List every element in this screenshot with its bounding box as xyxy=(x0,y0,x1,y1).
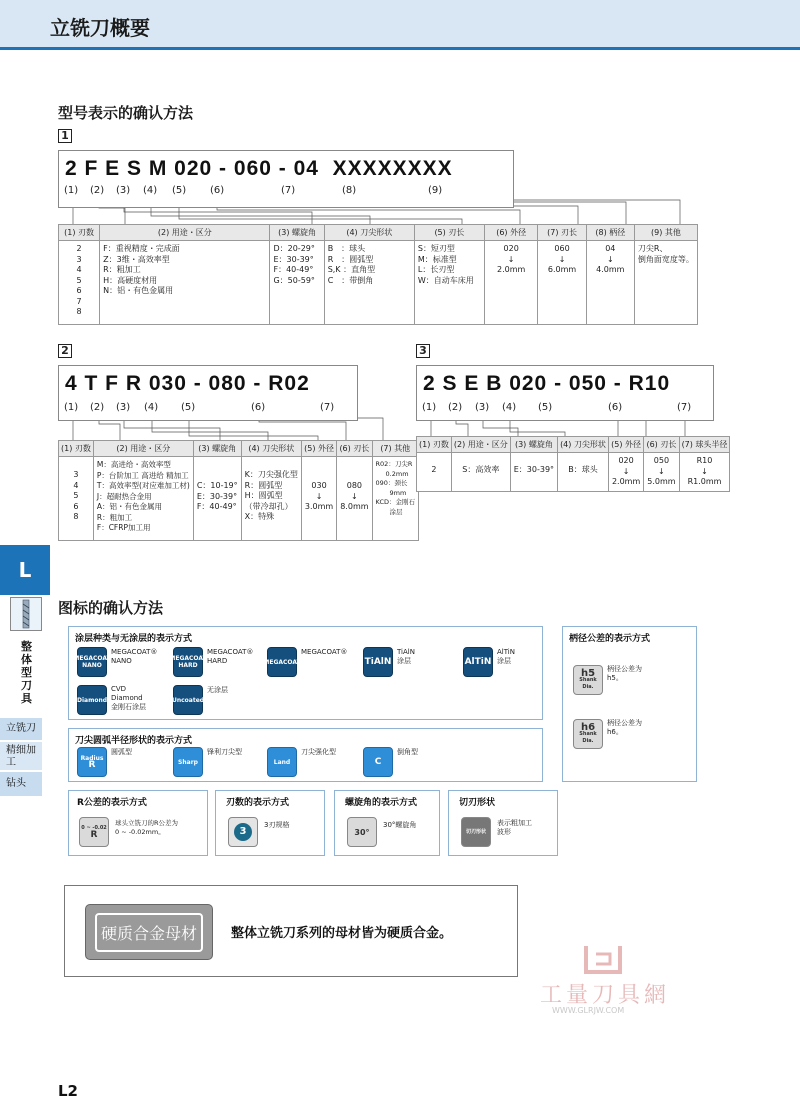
cell-line: 8 xyxy=(76,307,82,316)
three-flute-icon xyxy=(228,817,258,847)
cell-line: K：刀尖强化型 xyxy=(244,470,298,479)
cell-line: 090：颈长 xyxy=(375,479,408,487)
cell-line: 刀尖R、 xyxy=(637,244,668,253)
cell-line: 060 xyxy=(554,244,570,253)
page-title: 立铣刀概要 xyxy=(50,16,150,40)
coating-label-line: HARD xyxy=(207,657,228,665)
table-row xyxy=(59,241,698,325)
cell-line: G：50-59° xyxy=(273,275,315,285)
carbide-icon xyxy=(85,904,213,960)
cell-line: J：超耐热合金用 xyxy=(96,491,152,501)
segment-label: (5) xyxy=(181,402,196,413)
carbide-badge-text: 硬质合金母材 xyxy=(95,913,203,952)
watermark-logo-icon xyxy=(582,942,624,976)
h5-icon xyxy=(573,665,603,695)
cell-line: R10 xyxy=(696,456,713,465)
table-cell xyxy=(644,453,679,492)
shank-label xyxy=(607,665,642,683)
section-title-icons: 图标的确认方法 xyxy=(58,599,164,617)
shank-label-line: h6。 xyxy=(607,728,623,736)
cell-line: B ：球头 xyxy=(327,244,366,253)
cell-line: S：高效率 xyxy=(462,465,500,474)
megacoat-nano-icon: MEGACOAT NANO xyxy=(77,647,107,677)
example-number-2: 2 xyxy=(58,344,72,358)
cell-line: 080 xyxy=(346,481,363,490)
table-header: (6) 刃长 xyxy=(337,441,372,457)
sidebar-vertical-label: 整体型刀具 xyxy=(21,640,32,705)
corner-label: 刀尖强化型 xyxy=(301,748,336,756)
segment-label: (7) xyxy=(677,402,692,413)
wavy-edge-icon: 切刃形状 xyxy=(461,817,491,847)
segment-labels-1 xyxy=(64,185,524,197)
segment-label: (3) xyxy=(116,402,131,413)
table-header: (6) 刃长 xyxy=(644,437,679,453)
coating-label-line: 金刚石涂层 xyxy=(111,703,146,711)
arrow-down-icon: ↓ xyxy=(606,254,614,264)
flutes-panel-title: 刃数的表示方式 xyxy=(226,798,290,808)
cell-line: 3 xyxy=(76,254,82,264)
cell-line: R02：刀尖R xyxy=(375,460,413,468)
badge-subtext: Shank Dia. xyxy=(579,730,597,744)
r-tolerance-label-line: 球头立铣刀的R公差为 xyxy=(115,819,179,827)
coating-label-line: TiAlN xyxy=(397,648,415,656)
cell-line: H：圆弧型 xyxy=(244,491,283,500)
cell-line: 3.0mm xyxy=(304,502,334,511)
table-cell xyxy=(538,241,586,325)
cutting-edge-label xyxy=(497,819,532,837)
h6-icon xyxy=(573,719,603,749)
cell-line: 020 xyxy=(618,456,634,465)
badge-mark: R xyxy=(90,830,98,840)
cutting-edge-label-line: 波形 xyxy=(497,828,511,836)
segment-label: (5) xyxy=(172,185,187,196)
table-cell xyxy=(451,453,510,492)
sidebar-tab-l[interactable]: L xyxy=(0,545,50,595)
coating-label-line: 涂层 xyxy=(497,657,511,665)
cell-line: 6 xyxy=(76,286,82,295)
cell-line: Z：3维・高效率型 xyxy=(103,254,170,264)
radius-icon xyxy=(77,747,107,777)
coating-label-line: MEGACOAT® xyxy=(111,648,158,656)
table-cell xyxy=(608,453,643,492)
table-cell xyxy=(558,453,609,492)
sharp-icon: Sharp xyxy=(173,747,203,777)
model-code-1: 2 F E S M 020 - 060 - 04 XXXXXXXX xyxy=(65,157,453,180)
table-cell xyxy=(301,457,336,541)
watermark-url: WWW.GLRJW.COM xyxy=(552,1006,625,1015)
shank-panel xyxy=(562,626,697,782)
arrow-down-icon: ↓ xyxy=(658,466,665,476)
cell-line: S：短刃型 xyxy=(417,244,455,253)
cell-line: R ：圆弧型 xyxy=(327,254,374,264)
table-header-row xyxy=(59,225,698,241)
spec-table-3 xyxy=(416,436,730,492)
cell-line: 7 xyxy=(76,296,82,306)
cell-line: 050 xyxy=(653,456,670,465)
arrow-down-icon: ↓ xyxy=(558,254,566,264)
cell-line: C：10-19° xyxy=(196,481,238,490)
cell-line: R：粗加工 xyxy=(96,512,133,522)
cell-line: （带冷却孔） xyxy=(244,501,293,511)
flutes-label: 3刃规格 xyxy=(264,821,290,829)
end-mill-icon xyxy=(10,597,42,631)
table-cell xyxy=(337,457,372,541)
cell-line: 2.0mm xyxy=(611,477,641,486)
helix-panel-title: 螺旋角的表示方式 xyxy=(345,798,418,808)
cell-line: B：球头 xyxy=(568,465,598,474)
carbide-note: 整体立铣刀系列的母材皆为硬质合金。 xyxy=(231,926,453,941)
table-cell xyxy=(484,241,538,325)
cell-line: 0.2mm xyxy=(385,469,409,478)
cell-line: 倒角面宽度等。 xyxy=(637,254,694,264)
r-tolerance-label xyxy=(115,819,178,837)
cell-line: F：40-49° xyxy=(196,502,237,511)
table-header: (4) 刀尖形状 xyxy=(558,437,609,453)
page-number: L2 xyxy=(58,1082,78,1100)
segment-label: (7) xyxy=(281,185,296,196)
table-cell xyxy=(586,241,634,325)
table-header: (5) 外径 xyxy=(608,437,643,453)
sidebar-item-end-mill[interactable]: 立铣刀 xyxy=(0,718,42,740)
corner-label: 锋利刀尖型 xyxy=(207,748,242,756)
cell-line: 8 xyxy=(73,512,79,521)
coating-label xyxy=(207,648,253,666)
cell-line: 6.0mm xyxy=(547,265,577,274)
table-cell xyxy=(59,457,94,541)
spec-table-2 xyxy=(58,440,419,541)
cell-line: 8.0mm xyxy=(340,502,369,511)
cell-line: 2.0mm xyxy=(497,265,526,274)
coating-label-line: Diamond xyxy=(111,694,143,702)
table-header: (2) 用途・区分 xyxy=(100,225,270,241)
cutting-edge-label-line: 表示粗加工 xyxy=(497,819,532,827)
cell-line: 9mm xyxy=(389,488,407,497)
coating-label-line: NANO xyxy=(111,657,132,665)
table-cell xyxy=(100,241,270,325)
example-number-1: 1 xyxy=(58,129,72,143)
table-header-row xyxy=(59,441,419,457)
coating-label-line: AlTiN xyxy=(497,648,515,656)
cell-line: 020 xyxy=(503,244,519,253)
section-title-model: 型号表示的确认方法 xyxy=(58,104,194,122)
badge-text: 3 xyxy=(234,823,252,841)
coating-label-line: MEGACOAT® xyxy=(301,648,348,656)
sidebar-item-fine-machining[interactable]: 精细加工 xyxy=(0,742,42,770)
table-cell xyxy=(679,453,730,492)
corner-panel xyxy=(68,728,543,782)
table-cell xyxy=(59,241,100,325)
table-header: (9) 其他 xyxy=(634,225,697,241)
diamond-icon: Diamond xyxy=(77,685,107,715)
segment-label: (4) xyxy=(502,402,517,413)
cell-line: 2 xyxy=(431,465,437,474)
cell-line: 5.0mm xyxy=(647,477,676,486)
cell-line: 2 xyxy=(76,244,82,253)
shank-label-line: h5。 xyxy=(607,674,623,682)
table-header: (5) 外径 xyxy=(301,441,336,457)
shank-label xyxy=(607,719,642,737)
megacoat-hard-icon: MEGACOAT HARD xyxy=(173,647,203,677)
table-header: (7) 其他 xyxy=(372,441,418,457)
cell-line: 6 xyxy=(73,501,79,511)
table-header: (1) 刃数 xyxy=(59,225,100,241)
coating-label: 无涂层 xyxy=(207,686,228,694)
watermark-text: 工量刀具網 xyxy=(540,983,671,1008)
model-code-box-1 xyxy=(58,150,514,208)
cell-line: M：高进给・高效率型 xyxy=(96,460,171,469)
table-cell xyxy=(241,457,301,541)
cell-line: 4.0mm xyxy=(596,265,625,274)
corner-label: 圆弧型 xyxy=(111,748,132,756)
table-cell xyxy=(324,241,414,325)
table-cell xyxy=(93,457,193,541)
land-icon: Land xyxy=(267,747,297,777)
segment-label: (4) xyxy=(144,402,159,413)
cell-line: X：特殊 xyxy=(244,512,275,521)
cell-line: 5 xyxy=(73,491,79,500)
r-tolerance-panel xyxy=(68,790,208,856)
cell-line: 030 xyxy=(311,481,327,490)
segment-labels-3 xyxy=(422,402,722,414)
coating-label xyxy=(301,648,347,657)
segment-label: (3) xyxy=(475,402,490,413)
table-header: (3) 螺旋角 xyxy=(510,437,557,453)
badge-text: h5 xyxy=(580,667,596,679)
megacoat-icon: MEGACOAT xyxy=(267,647,297,677)
table-header: (4) 刀尖形状 xyxy=(241,441,301,457)
badge-text: Radius xyxy=(80,755,104,762)
segment-label: (2) xyxy=(90,185,105,196)
sidebar-item-drill[interactable]: 钻头 xyxy=(0,772,42,796)
table-header: (7) 球头半径 xyxy=(679,437,730,453)
table-header: (2) 用途・区分 xyxy=(93,441,193,457)
r-tolerance-panel-title: R公差的表示方式 xyxy=(77,798,147,808)
cell-line: P：台阶加工 高进给 精加工 xyxy=(96,470,189,480)
table-cell xyxy=(414,241,484,325)
segment-label: (1) xyxy=(64,402,79,413)
table-row xyxy=(417,453,730,492)
table-cell xyxy=(510,453,557,492)
coating-panel xyxy=(68,626,543,720)
model-code-2: 4 T F R 030 - 080 - R02 xyxy=(65,372,310,395)
coating-label-line: MEGACOAT® xyxy=(207,648,254,656)
table-header: (3) 螺旋角 xyxy=(270,225,324,241)
cell-line: 4 xyxy=(76,265,82,274)
carbide-note-box xyxy=(64,885,518,977)
cell-line: R：圆弧型 xyxy=(244,480,283,490)
cell-line: KCD：金刚石 xyxy=(375,498,415,506)
cell-line: H：高硬度材用 xyxy=(103,275,158,285)
segment-label: (1) xyxy=(64,185,79,196)
table-header: (4) 刀尖形状 xyxy=(324,225,414,241)
shank-label-line: 柄径公差为 xyxy=(607,665,642,673)
helix-angle-icon: 30° xyxy=(347,817,377,847)
shank-label-line: 柄径公差为 xyxy=(607,719,642,727)
cell-line: E：30-39° xyxy=(273,254,314,264)
table-cell xyxy=(193,457,241,541)
flutes-panel xyxy=(215,790,325,856)
coating-label xyxy=(111,648,157,666)
segment-labels-2 xyxy=(64,402,364,414)
arrow-down-icon: ↓ xyxy=(622,466,630,476)
cell-line: C ：带倒角 xyxy=(327,275,374,285)
altin-icon: AlTiN xyxy=(463,647,493,677)
cell-line: E：30-39° xyxy=(196,491,238,501)
segment-label: (8) xyxy=(342,185,357,196)
cutting-edge-panel-title: 切刃形状 xyxy=(459,798,496,808)
cell-line: L：长刃型 xyxy=(417,265,455,274)
cell-line: F：重视精度・完成面 xyxy=(103,244,180,253)
r-tolerance-label-line: 0 ~ -0.02mm。 xyxy=(115,828,165,836)
segment-label: (2) xyxy=(90,402,105,413)
segment-label: (3) xyxy=(116,185,131,196)
table-header: (5) 刃长 xyxy=(414,225,484,241)
segment-label: (6) xyxy=(210,185,225,196)
table-header: (7) 刃长 xyxy=(538,225,586,241)
table-cell xyxy=(372,457,418,541)
arrow-down-icon: ↓ xyxy=(507,254,515,264)
arrow-down-icon: ↓ xyxy=(701,466,708,476)
tialn-icon: TiAlN xyxy=(363,647,393,677)
segment-label: (6) xyxy=(251,402,266,413)
coating-label xyxy=(497,648,515,666)
coating-label-line: CVD xyxy=(111,685,127,693)
badge-text: 0 ~ -0.02 xyxy=(81,825,107,831)
cell-line: 04 xyxy=(605,244,616,253)
example-number-3: 3 xyxy=(416,344,430,358)
segment-label: (9) xyxy=(428,185,443,196)
table-header: (8) 柄径 xyxy=(586,225,634,241)
coating-label xyxy=(397,648,415,666)
segment-label: (4) xyxy=(143,185,158,196)
corner-panel-title: 刀尖圆弧半径形状的表示方式 xyxy=(75,736,193,746)
segment-label: (6) xyxy=(608,402,623,413)
table-header-row xyxy=(417,437,730,453)
cell-line: 3 xyxy=(73,470,79,479)
uncoated-icon: Uncoated xyxy=(173,685,203,715)
table-header: (2) 用途・区分 xyxy=(451,437,510,453)
table-header: (1) 刃数 xyxy=(417,437,452,453)
table-header: (3) 螺旋角 xyxy=(193,441,241,457)
arrow-down-icon: ↓ xyxy=(315,491,323,501)
cell-line: S,K ：直角型 xyxy=(327,265,376,274)
cell-line: T：高效率型(对应难加工材) xyxy=(96,481,190,490)
cell-line: R：粗加工 xyxy=(103,265,141,274)
table-cell xyxy=(634,241,697,325)
cell-line: R1.0mm xyxy=(687,477,722,486)
cell-line: 4 xyxy=(73,480,79,490)
arrow-down-icon: ↓ xyxy=(351,491,358,501)
model-code-3: 2 S E B 020 - 050 - R10 xyxy=(423,372,671,395)
cell-line: F：CFRP加工用 xyxy=(96,523,151,532)
helix-panel xyxy=(334,790,440,856)
cell-line: 5 xyxy=(76,275,82,285)
chamfer-icon: C xyxy=(363,747,393,777)
segment-label: (1) xyxy=(422,402,437,413)
coating-label-line: 涂层 xyxy=(397,657,411,665)
cell-line: W：自动车床用 xyxy=(417,275,474,285)
cell-line: F：40-49° xyxy=(273,265,314,274)
corner-label: 倒角型 xyxy=(397,748,418,756)
table-cell xyxy=(270,241,324,325)
spec-table-1 xyxy=(58,224,698,325)
cell-line: D：20-29° xyxy=(273,244,315,253)
badge-subtext: Shank Dia. xyxy=(579,676,597,690)
badge-mark: R xyxy=(88,760,96,770)
cell-line: M：标准型 xyxy=(417,254,457,264)
segment-label: (2) xyxy=(448,402,463,413)
r-tolerance-icon xyxy=(79,817,109,847)
table-header: (1) 刃数 xyxy=(59,441,94,457)
badge-text: h6 xyxy=(580,721,596,733)
shank-panel-title: 柄径公差的表示方式 xyxy=(569,634,651,644)
table-row xyxy=(59,457,419,541)
cell-line: A：铝・有色金属用 xyxy=(96,502,163,511)
cutting-edge-panel xyxy=(448,790,558,856)
table-header: (6) 外径 xyxy=(484,225,538,241)
cell-line: E：30-39° xyxy=(513,465,555,474)
cell-line: N：铝・有色金属用 xyxy=(103,286,174,295)
coating-panel-title: 涂层种类与无涂层的表示方式 xyxy=(75,634,193,644)
segment-label: (7) xyxy=(320,402,335,413)
cell-line: 涂层 xyxy=(389,507,403,516)
table-cell xyxy=(417,453,452,492)
helix-label: 30°螺旋角 xyxy=(383,821,417,829)
coating-label xyxy=(111,685,146,712)
segment-label: (5) xyxy=(538,402,553,413)
